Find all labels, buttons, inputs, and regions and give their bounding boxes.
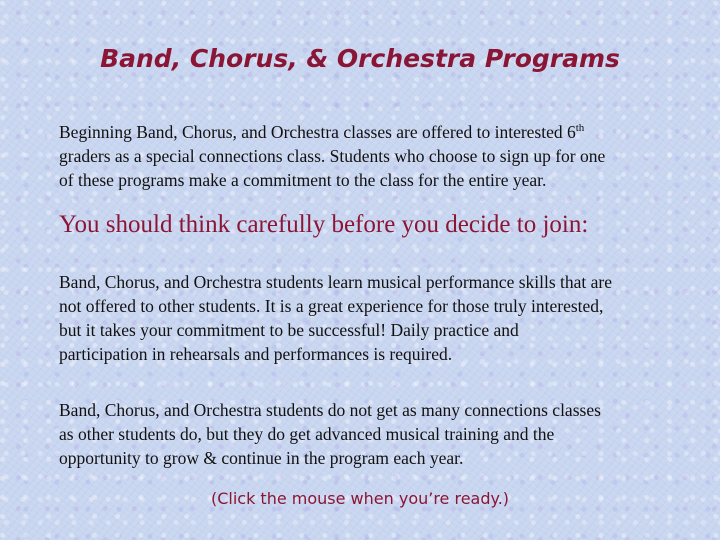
click-prompt[interactable]: (Click the mouse when you’re ready.)	[210, 489, 510, 508]
intro-line-3: of these programs make a commitment to the class for the entire year.	[59, 170, 547, 190]
slide-title: Band, Chorus, & Orchestra Programs	[100, 44, 620, 73]
intro-line-2: graders as a special connections class. Students who choose to sign up for one	[59, 146, 606, 166]
connections-line-2: as other students do, but they do get advanced musical training and the	[59, 424, 555, 444]
connections-line-3: opportunity to grow & continue in the program each year.	[59, 448, 464, 468]
skills-line-4: participation in rehearsals and performances is required.	[59, 344, 453, 364]
ordinal-suffix: th	[575, 122, 585, 135]
connections-line-1: Band, Chorus, and Orchestra students do not get as many connections classes	[59, 400, 601, 420]
skills-paragraph	[59, 270, 699, 366]
intro-line-1: Beginning Band, Chorus, and Orchestra classes are offered to interested 6th	[59, 122, 585, 142]
skills-line-3: but it takes your commitment to be successful! Daily practice and	[59, 320, 519, 340]
highlight-statement: You should think carefully before you decide to join:	[59, 211, 589, 238]
connections-paragraph	[59, 398, 699, 470]
skills-line-1: Band, Chorus, and Orchestra students learn musical performance skills that are	[59, 272, 613, 292]
intro-paragraph	[59, 120, 699, 192]
skills-line-2: not offered to other students. It is a great experience for those truly interested,	[59, 296, 604, 316]
